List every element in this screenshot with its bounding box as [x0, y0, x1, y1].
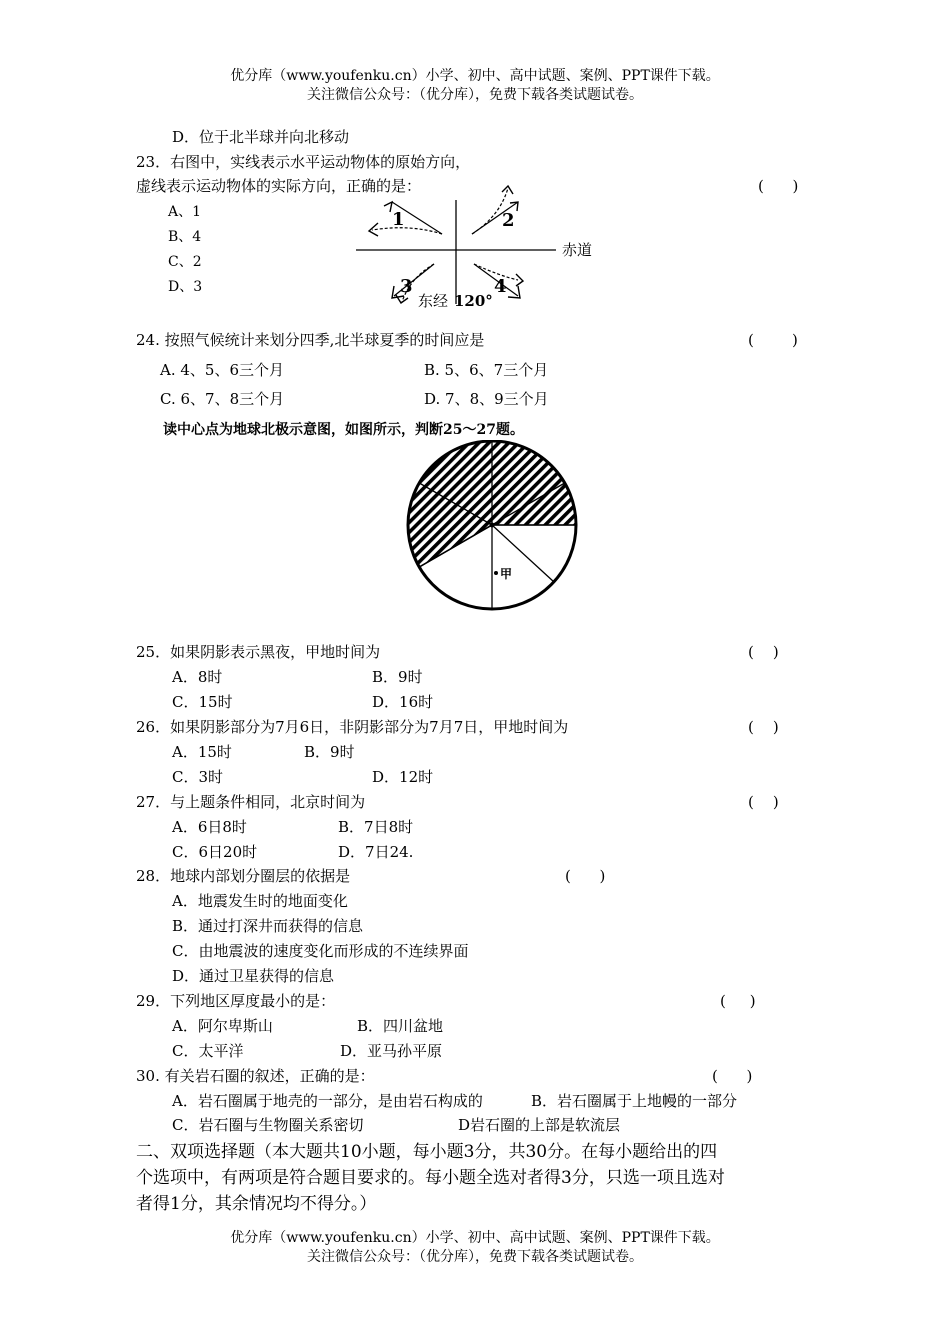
header-line-1: 优分库（www.youfenku.cn）小学、初中、高中试题、案例、PPT课件下载。 — [230, 68, 720, 84]
q30-option-d: D岩石圈的上部是软流层 — [458, 1116, 621, 1134]
section2-line-1: 二、双项选择题（本大题共10小题，每小题3分，共30分。在每小题给出的四 — [136, 1142, 718, 1162]
point-jia-marker — [494, 571, 498, 575]
q22-option-d: D．位于北半球并向北移动 — [172, 128, 350, 146]
q27-stem: 27．与上题条件相同，北京时间为 — [136, 793, 366, 811]
q24-answer-paren: ( ) — [748, 331, 798, 349]
north-pole-figure — [400, 440, 590, 620]
q29-option-d: D．亚马孙平原 — [340, 1042, 443, 1060]
q29-stem: 29．下列地区厚度最小的是： — [136, 992, 336, 1010]
q28-option-c: C．由地震波的速度变化而形成的不连续界面 — [172, 942, 469, 960]
q24-option-b: B. 5、6、7三个月 — [424, 361, 549, 379]
arrow-4-original-head — [508, 286, 520, 298]
q23-stem-line-1: 23．右图中，实线表示水平运动物体的原始方向， — [136, 153, 471, 171]
q28-option-d: D．通过卫星获得的信息 — [172, 967, 335, 985]
arrow-1-actual — [372, 228, 442, 234]
q30-option-b: B．岩石圈属于上地幔的一部分 — [531, 1092, 738, 1110]
meridian-label: 东经 — [418, 292, 449, 310]
q25-27-intro: 读中心点为地球北极示意图，如图所示，判断25～27题。 — [163, 422, 524, 438]
fig-label-1: 1 — [392, 209, 405, 230]
q25-option-b: B．9时 — [372, 668, 423, 686]
q27-option-d: D．7日24. — [338, 843, 414, 861]
fig-label-3: 3 — [400, 276, 413, 297]
q30-answer-paren: ( ) — [712, 1067, 753, 1085]
point-jia-label: 甲 — [500, 567, 513, 581]
q25-option-d: D．16时 — [372, 693, 434, 711]
q30-option-c: C．岩石圈与生物圈关系密切 — [172, 1116, 364, 1134]
north-pole-center — [490, 523, 495, 528]
q27-option-a: A．6日8时 — [172, 818, 247, 836]
meridian-value: 120° — [454, 292, 493, 310]
q24-option-c: C. 6、7、8三个月 — [160, 390, 285, 408]
q27-answer-paren: ( ) — [748, 793, 779, 811]
q30-stem: 30. 有关岩石圈的叙述，正确的是： — [136, 1067, 375, 1085]
q29-option-a: A．阿尔卑斯山 — [172, 1017, 273, 1035]
q24-option-a: A. 4、5、6三个月 — [160, 361, 284, 379]
equator-label: 赤道 — [562, 241, 593, 259]
q26-option-b: B．9时 — [304, 743, 355, 761]
q23-option-c: C、2 — [168, 254, 202, 270]
q29-option-b: B．四川盆地 — [357, 1017, 444, 1035]
q28-option-b: B．通过打深井而获得的信息 — [172, 917, 364, 935]
q26-option-c: C．3时 — [172, 768, 224, 786]
q27-option-c: C．6日20时 — [172, 843, 258, 861]
header-line-2: 关注微信公众号：（优分库），免费下载各类试题试卷。 — [307, 87, 643, 103]
q29-option-c: C．太平洋 — [172, 1042, 244, 1060]
q28-answer-paren: ( ) — [565, 867, 606, 885]
q25-option-c: C．15时 — [172, 693, 233, 711]
section2-line-2: 个选项中，有两项是符合题目要求的。每小题全选对者得3分，只选一项且选对 — [136, 1168, 725, 1188]
q26-answer-paren: ( ) — [748, 718, 779, 736]
footer-line-2: 关注微信公众号：（优分库），免费下载各类试题试卷。 — [307, 1249, 643, 1265]
q23-option-d: D、3 — [168, 279, 203, 295]
q23-stem-line-2: 虚线表示运动物体的实际方向，正确的是： — [136, 177, 422, 195]
arrow-1-original-head — [384, 202, 392, 212]
q28-option-a: A．地震发生时的地面变化 — [172, 892, 348, 910]
q23-answer-paren: ( ) — [758, 177, 799, 195]
q26-option-a: A．15时 — [172, 743, 232, 761]
fig-label-2: 2 — [502, 210, 515, 231]
q23-option-b: B、4 — [168, 229, 202, 245]
q28-stem: 28．地球内部划分圈层的依据是 — [136, 867, 351, 885]
coriolis-figure — [350, 180, 610, 315]
q26-stem: 26．如果阴影部分为7月6日，非阴影部分为7月7日，甲地时间为 — [136, 718, 569, 736]
q23-option-a: A、1 — [168, 204, 202, 220]
q25-option-a: A．8时 — [172, 668, 223, 686]
section2-line-3: 者得1分，其余情况均不得分。） — [136, 1194, 377, 1214]
q30-option-a: A．岩石圈属于地壳的一部分，是由岩石构成的 — [172, 1092, 483, 1110]
q27-option-b: B．7日8时 — [338, 818, 414, 836]
fig-label-4: 4 — [494, 276, 507, 297]
footer-line-1: 优分库（www.youfenku.cn）小学、初中、高中试题、案例、PPT课件下载。 — [230, 1230, 720, 1246]
q25-stem: 25．如果阴影表示黑夜，甲地时间为 — [136, 643, 381, 661]
q25-answer-paren: ( ) — [748, 643, 779, 661]
q24-stem: 24. 按照气候统计来划分四季,北半球夏季的时间应是 — [136, 331, 485, 349]
q24-option-d: D. 7、8、9三个月 — [424, 390, 549, 408]
q26-option-d: D．12时 — [372, 768, 434, 786]
q29-answer-paren: ( ) — [720, 992, 756, 1010]
